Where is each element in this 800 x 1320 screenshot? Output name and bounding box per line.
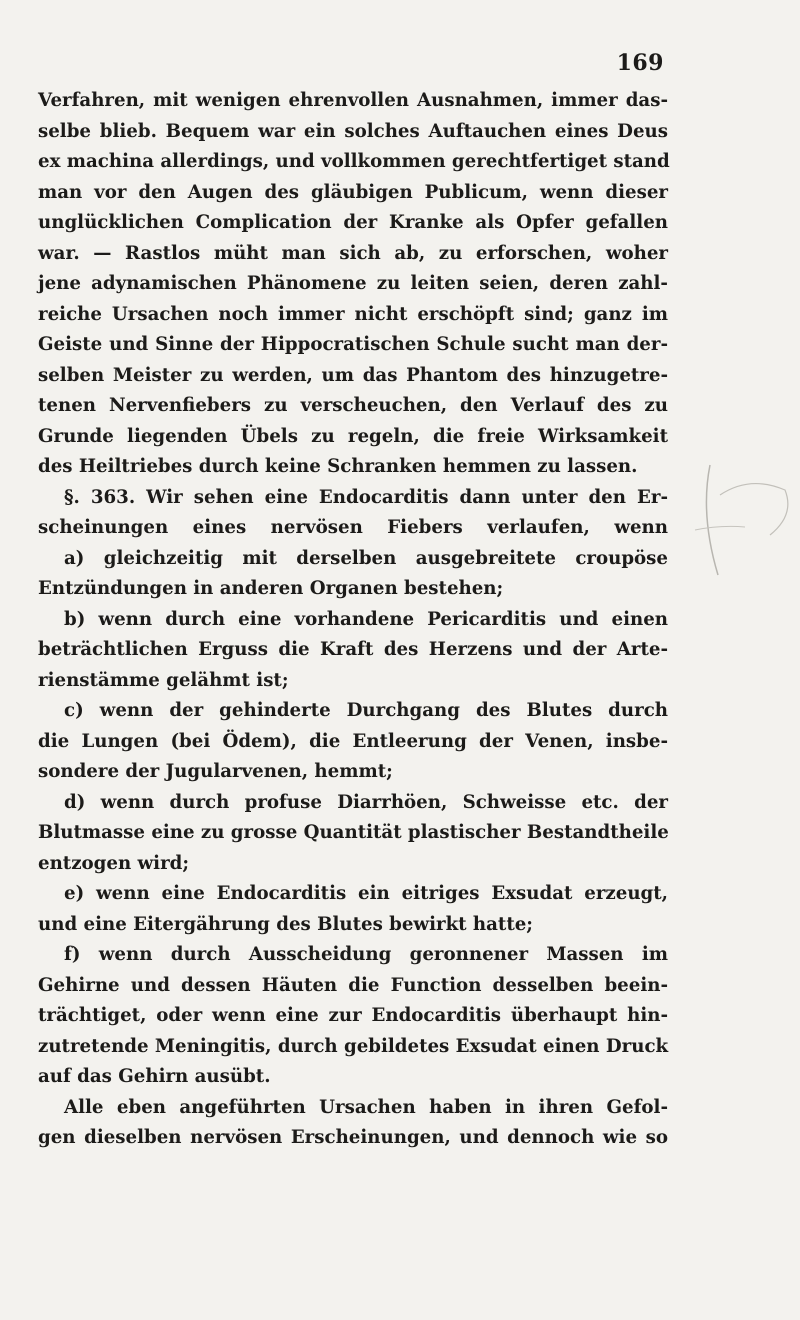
text-line: des Heiltriebes durch keine Schranken hemmen zu lassen. xyxy=(38,456,638,477)
text-line: e) wenn eine Endocarditis ein eitriges Exsudat erzeugt, xyxy=(64,883,668,904)
text-line: scheinungen eines nervösen Fiebers verlaufen, wenn xyxy=(38,517,668,538)
text-line: selben Meister zu werden, um das Phantom des hinzugetre- xyxy=(38,364,668,386)
text-line: beträchtlichen Erguss die Kraft des Herzens und der Arte- xyxy=(38,639,668,660)
text-line: rienstämme gelähmt ist; xyxy=(38,669,289,691)
text-line: sondere der Jugularvenen, hemmt; xyxy=(38,761,393,782)
text-line: Blutmasse eine zu grosse Quantität plastischer Bestandtheile xyxy=(38,822,669,843)
text-line: jene adynamischen Phänomene zu leiten seien, deren zahl- xyxy=(38,273,668,294)
text-line: gen dieselben nervösen Erscheinungen, und dennoch wie so xyxy=(38,1127,668,1148)
body-text xyxy=(38,86,668,1154)
text-line: reiche Ursachen noch immer nicht erschöpft sind; ganz im xyxy=(38,303,668,325)
text-line: §. 363. Wir sehen eine Endocarditis dann unter den Er- xyxy=(64,486,668,508)
text-line: entzogen wird; xyxy=(38,852,190,874)
text-line: Gehirne und dessen Häuten die Function desselben beein- xyxy=(38,974,668,996)
text-line: man vor den Augen des gläubigen Publicum, wenn dieser xyxy=(38,181,668,203)
text-line: Alle eben angeführten Ursachen haben in ihren Gefol- xyxy=(64,1096,668,1118)
text-line: selbe blieb. Bequem war ein solches Auftauchen eines Deus xyxy=(38,120,668,142)
text-line: unglücklichen Complication der Kranke als Opfer gefallen xyxy=(38,212,668,233)
text-line: Verfahren, mit wenigen ehrenvollen Ausnahmen, immer das- xyxy=(38,90,668,111)
text-line: f) wenn durch Ausscheidung geronnener Massen im xyxy=(64,944,668,965)
text-line: b) wenn durch eine vorhandene Pericarditis und einen xyxy=(64,608,668,630)
text-line: Entzündungen in anderen Organen bestehen; xyxy=(38,578,504,599)
text-line: trächtiget, oder wenn eine zur Endocarditis überhaupt hin- xyxy=(38,1005,668,1026)
text-line: und eine Eitergährung des Blutes bewirkt hatte; xyxy=(38,913,534,935)
text-line: ex machina allerdings, und vollkommen gerechtfertiget stand xyxy=(38,151,670,172)
page-number: 169 xyxy=(616,50,664,76)
text-line: Grunde liegenden Übels zu regeln, die freie Wirksamkeit xyxy=(38,425,668,447)
text-line: d) wenn durch profuse Diarrhöen, Schweisse etc. der xyxy=(64,791,668,813)
text-line: tenen Nervenfiebers zu verscheuchen, den Verlauf des zu xyxy=(38,395,668,416)
text-line: c) wenn der gehinderte Durchgang des Blutes durch xyxy=(64,700,668,721)
text-line: auf das Gehirn ausübt. xyxy=(38,1066,271,1087)
text-line: zutretende Meningitis, durch gebildetes Exsudat einen Druck xyxy=(38,1035,669,1057)
text-line: a) gleichzeitig mit derselben ausgebreitete croupöse xyxy=(64,547,668,569)
text-line: Geiste und Sinne der Hippocratischen Schule sucht man der- xyxy=(38,334,668,355)
text-line: die Lungen (bei Ödem), die Entleerung der Venen, insbe- xyxy=(38,730,668,752)
text-line: war. — Rastlos müht man sich ab, zu erforschen, woher xyxy=(38,242,668,264)
ink-bleed-mark xyxy=(690,455,800,585)
